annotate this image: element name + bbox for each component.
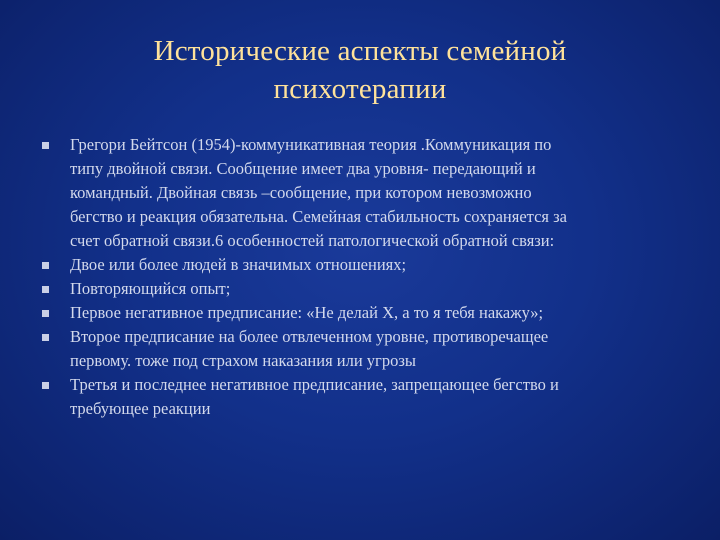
list-item-two-people <box>40 253 670 277</box>
slide-title <box>60 32 660 108</box>
square-bullet-icon <box>40 253 70 277</box>
list-item-text: Грегори Бейтсон (1954)-коммуникативная теория .Коммуникация по типу двойной связи. Сообщение имеет два уровня- передающий и командный. Двойная связь –сообщение, при котором невозможно бегство и реакция обязательна. Семейная стабильность сохраняется за счет обратной связи.6 особенностей патологической обратной связи: <box>70 135 567 250</box>
list-item-text: Второе предписание на более отвлеченном уровне, противоречащее первому. тоже под страхом наказания или угрозы <box>70 327 549 370</box>
bullet-list <box>40 133 670 421</box>
slide-title-line-2: психотерапии <box>273 73 447 105</box>
list-item-text: Повторяющийся опыт; <box>70 279 231 298</box>
square-bullet-icon <box>40 133 70 157</box>
square-bullet-icon <box>40 325 70 349</box>
square-bullet-icon <box>40 277 70 301</box>
list-item-third-injunction <box>40 373 670 421</box>
slide-title-line-1: Исторические аспекты семейной <box>153 35 567 67</box>
list-item-repeated-experience <box>40 277 670 301</box>
square-bullet-icon <box>40 373 70 397</box>
list-item-text: Первое негативное предписание: «Не делай Х, а то я тебя накажу»; <box>70 303 544 322</box>
list-item-bateson-theory <box>40 133 670 253</box>
list-item-text: Третья и последнее негативное предписание, запрещающее бегство и требующее реакции <box>70 375 559 418</box>
list-item-first-injunction <box>40 301 670 325</box>
square-bullet-icon <box>40 301 70 325</box>
list-item-second-injunction <box>40 325 670 373</box>
list-item-text: Двое или более людей в значимых отношениях; <box>70 255 407 274</box>
